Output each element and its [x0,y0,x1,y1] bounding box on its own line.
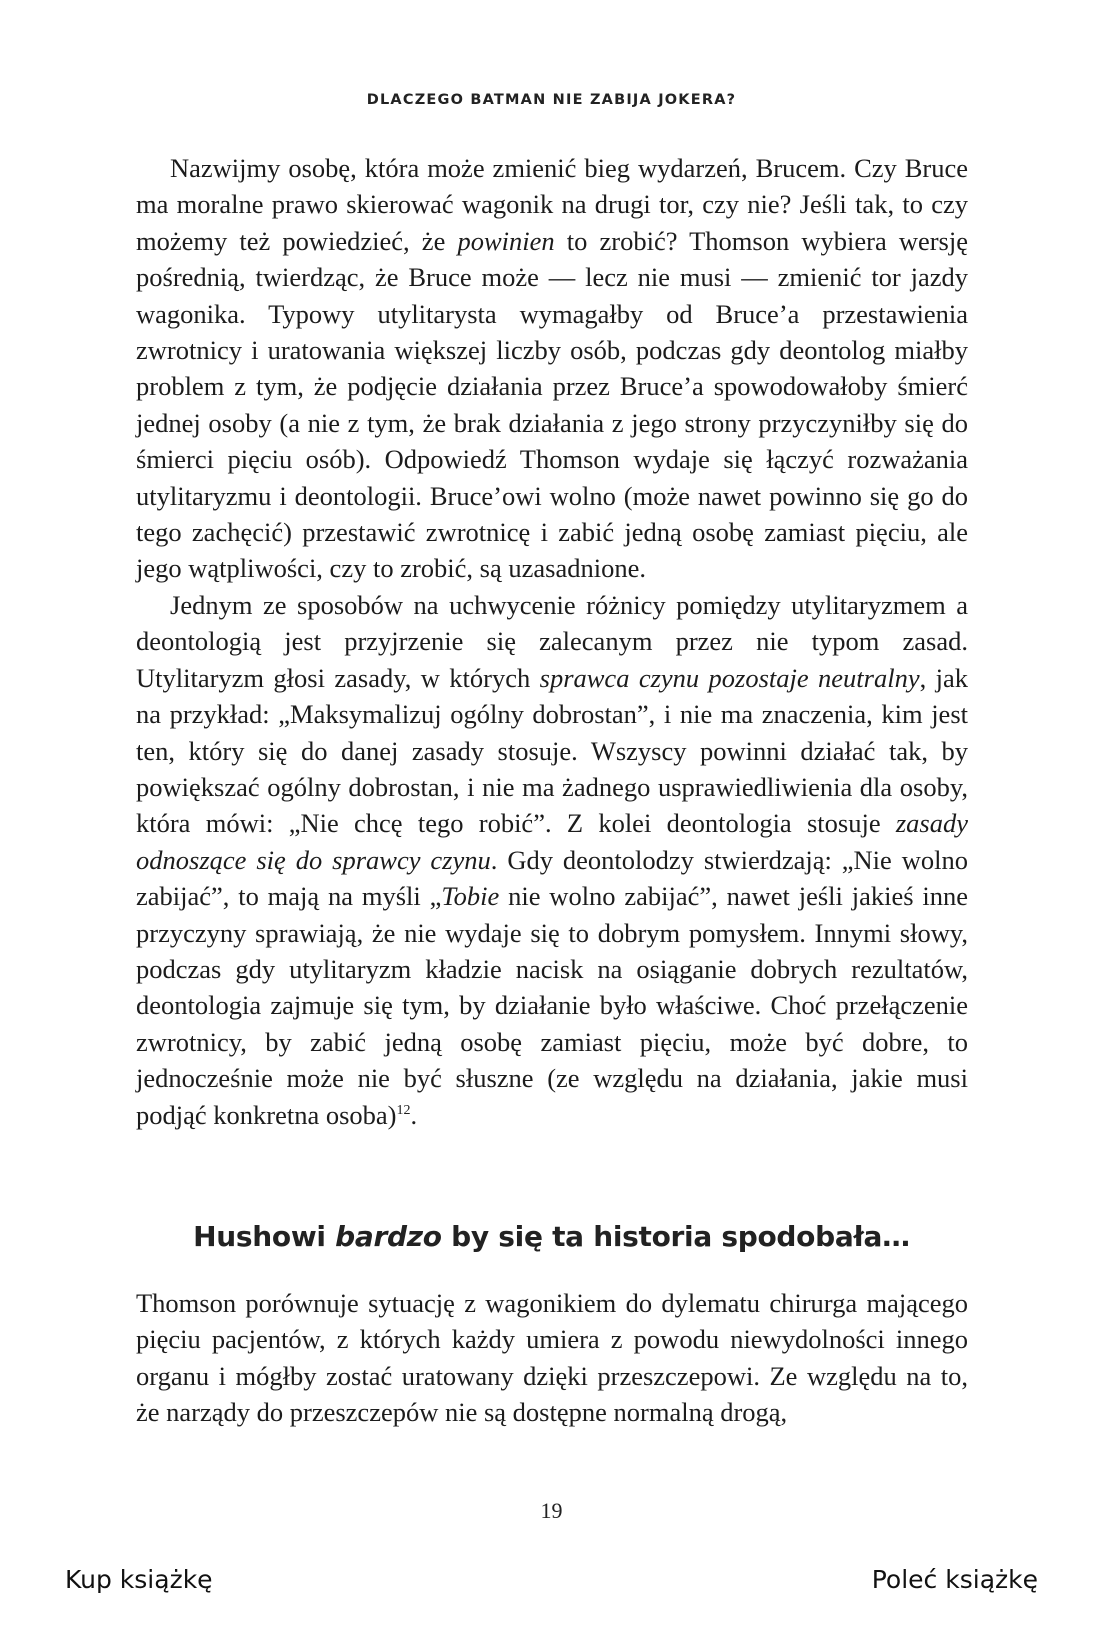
paragraph-1-text-a: Nazwijmy osobę, która może zmienić bieg wydarzeń, Brucem. Czy Bruce ma moralne prawo skierować wagonik na drugi tor, czy nie? Jeśli tak, to czy możemy też powiedzieć, że [136,153,968,256]
section-heading-post: by się ta historia spodobała… [441,1220,910,1253]
section-text [136,1285,968,1431]
footnote-marker: 12 [396,1102,411,1118]
paragraph-2-text-c: . Gdy deontolodzy stwierdzają: „Nie wolno zabijać”, to mają na myśli „ [136,844,968,912]
paragraph-2-text-e: . [410,1099,418,1130]
section-heading [0,1220,1103,1253]
paragraph-1-text-b: to zrobić? Thomson wybiera wersję pośrednią, twierdząc, że Bruce może — lecz nie musi — zmienić tor jazdy wagonika. Typowy utylitarysta wymagałby od Bruce’a przestawienia zwrotnicy i uratowania większej liczby osób, podczas gdy deontolog miałby problem z tym, że podjęcie działania przez Bruce’a spowodowałoby śmierć jednej osoby (a nie z tym, że brak działania z jego strony przyczyniłby się do śmierci pięciu osób). Odpowiedź Thomson wydaje się łączyć rozważania utylitaryzmu i deontologii. Bruce’owi wolno (może nawet powinno się go do tego zachęcić) przestawić zwrotnicę i zabić jedną osobę zamiast pięciu, ale jego wątpliwości, czy to zrobić, są uzasadnione. [136,225,968,584]
paragraph-1-emphasis: powinien [457,225,555,256]
paragraph-1 [136,150,968,587]
paragraph-2-text-b: , jak na przykład: „Maksymalizuj ogólny dobrostan”, i nie ma znaczenia, kim jest ten, który się do danej zasady stosuje. Wszyscy powinni działać tak, by powiększać ogólny dobrostan, i nie ma żadnego usprawiedliwienia dla osoby, która mówi: „Nie chcę tego robić”. Z kolei deontologia stosuje [136,662,969,839]
buy-book-link[interactable]: Kup książkę [65,1565,213,1594]
paragraph-2-emphasis-a: sprawca czynu pozostaje neutralny [539,662,920,693]
section-heading-pre: Hushowi [193,1220,336,1253]
page-number: 19 [540,1498,563,1523]
paragraph-2 [136,587,968,1133]
recommend-book-link[interactable]: Poleć książkę [871,1565,1038,1594]
running-title: DLACZEGO BATMAN NIE ZABIJA JOKERA? [366,92,737,108]
section-heading-emphasis: bardzo [335,1220,442,1253]
section-paragraph: Thomson porównuje sytuację z wagonikiem do dylematu chirurga mającego pięciu pacjentów, z których każdy umiera z powodu niewydolności innego organu i mógłby zostać uratowany dzięki przeszczepowi. Ze względu na to, że narządy do przeszczepów nie są dostępne normalną drogą, [136,1288,968,1428]
paragraph-2-text-a: Jednym ze sposobów na uchwycenie różnicy pomiędzy utylitaryzmem a deontologią jest przyjrzenie się zalecanym przez nie typom zasad. Utylitaryzm głosi zasady, w których [136,589,968,693]
main-text [136,150,968,1133]
paragraph-2-text-d: nie wolno zabijać”, nawet jeśli jakieś inne przyczyny sprawiają, że nie wydaje się to dobrym pomysłem. Innymi słowy, podczas gdy utylitaryzm kładzie nacisk na osiąganie dobrych rezultatów, deontologia zajmuje się tym, by działanie było właściwe. Choć przełączenie zwrotnicy, by zabić jedną osobę zamiast pięciu, może być dobre, to jednocześnie może nie być słuszne (ze względu na działania, jakie musi podjąć konkretna osoba) [136,881,968,1130]
paragraph-2-emphasis-b: zasady odnoszące się do sprawcy czynu [136,808,968,875]
paragraph-2-emphasis-c: Tobie [441,881,500,912]
